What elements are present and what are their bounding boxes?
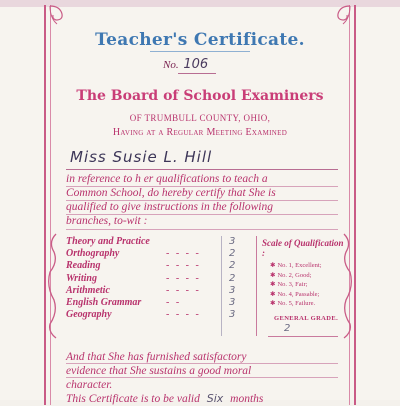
general-grade-label: GENERAL GRADE. [274,314,339,322]
text-rule [66,200,338,201]
scale-item: ✱ No. 1, Excellent; [270,262,322,269]
paragraph-line: branches, to-wit : [66,215,148,227]
subject-row [66,260,256,272]
subject-name: Writing [66,272,97,284]
subject-row [66,273,256,285]
number-value: 106 [183,57,209,72]
subject-row [66,297,256,309]
subject-dashes: - - - - [166,309,201,321]
validity-line [66,392,342,406]
validity-prefix: This Certificate is to be valid [66,393,200,405]
subject-row [66,248,256,260]
paragraph-line: character. [66,379,113,391]
scale-item: ✱ No. 2, Good; [270,271,312,279]
text-rule [66,186,338,187]
subject-dashes: - - [166,296,182,308]
scale-item-label: No. 2, Good; [277,271,312,279]
text-rule [66,377,338,378]
subject-dashes: - - - - [166,284,201,296]
text-rule [66,363,338,364]
subject-name: English Grammar [66,296,142,308]
subject-mark: 3 [229,296,236,308]
qualification-scale [262,238,346,334]
subject-mark: 2 [229,260,236,272]
subjects-table [66,236,257,336]
subject-row [66,309,256,321]
subject-mark: 3 [229,309,236,321]
scale-item: ✱ No. 5, Failure. [270,300,316,307]
marks-divider [221,236,222,336]
subject-mark: 2 [229,272,236,284]
paragraph-line: qualified to give instructions in the following [66,201,273,213]
scale-item-label: No. 1, Excellent; [277,262,322,269]
character-paragraph [66,350,342,392]
subject-mark: 3 [229,284,236,296]
corner-ornament-icon [330,4,352,26]
number-label: No. [163,59,179,71]
name-underline [66,169,338,170]
subject-dashes: - - - - [166,260,201,272]
subject-row [66,236,256,248]
scale-item-label: No. 5, Failure. [277,300,316,307]
validity-suffix: months [230,393,264,405]
scale-item: ✱ No. 3, Fair; [270,281,308,288]
validity-value: Six [206,392,224,405]
scale-item: ✱ No. 4, Passable; [270,290,320,298]
subject-name: Geography [66,309,112,321]
board-heading: The Board of School Examiners [76,88,324,104]
scroll-ornament-icon [46,232,58,340]
paragraph-line: evidence that She sustains a good moral [66,365,252,377]
certificate-number [163,57,208,72]
subject-dashes: - - - - [166,248,201,260]
subject-name: Orthography [66,248,120,260]
subject-mark: 2 [229,248,236,260]
text-rule [66,214,338,215]
subject-mark: 3 [229,236,236,247]
county-line: OF TRUMBULL COUNTY, OHIO, [129,113,271,123]
subject-dashes: - - - - [166,272,201,284]
scale-title: Scale of Qualification : [262,238,344,258]
teacher-name: Miss Susie L. Hill [70,148,213,166]
text-rule [66,229,338,230]
corner-ornament-icon [48,4,70,26]
paragraph-line: Common School, do hereby certify that She is [66,187,276,199]
meeting-line: Having at a Regular Meeting Examined [112,127,288,138]
paragraph-line: in reference to h er qualifications to teach a [66,173,268,185]
subject-name: Reading [66,260,101,272]
subject-name: Arithmetic [66,284,110,296]
number-underline [178,73,216,74]
general-grade-value: 2 [284,322,291,334]
subject-row [66,285,256,297]
title-rule [150,51,250,52]
paragraph-line: And that She has furnished satisfactory [66,351,247,363]
certificate-title: Teacher's Certificate. [95,30,305,50]
general-grade-underline [268,336,338,337]
scale-item-label: No. 4, Passable; [277,290,320,298]
subject-name: Theory and Practice [66,236,150,247]
scale-item-label: No. 3, Fair; [277,281,308,288]
